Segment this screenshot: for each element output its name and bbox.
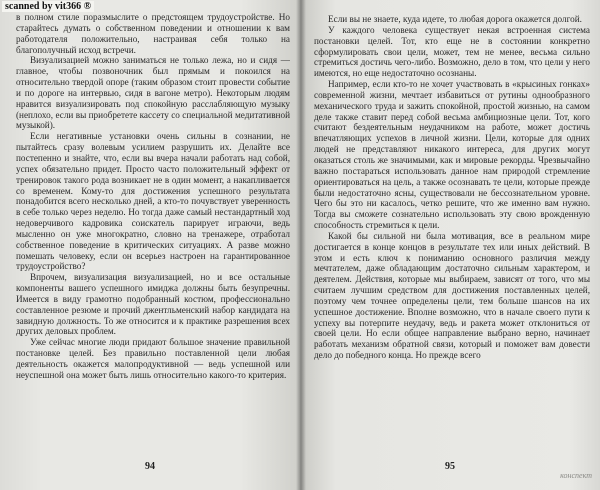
right-page (300, 0, 600, 490)
right-page-text (314, 14, 590, 361)
paragraph: в полном стиле поразмыслите о предстоящем трудоустройстве. Но старайтесь думать о собственном поведении и отношении к вам работодателя положительно, настраивая себя только на благополучный исход встречи. (16, 12, 290, 55)
left-page-text (16, 12, 290, 381)
paragraph: Какой бы сильной ни была мотивация, все в реальном мире достигается в конце концов в результате тех или иных действий. В этом и есть ключ к пониманию основного различия между мечтателем, даже обладающим достаточно сильным характером, и деятелем. Действия, которые мы выбираем, зависят от того, что мы считаем лучшим средством для достижения поставленных целей, поэтому чем точнее определены цели, тем больше шансов на их успешное достижение. Вполне возможно, что в начале своего пути к успеху вы потерпите неудачу, ведь и ракета может отклониться от своей цели. Но если общее направление выбрано верно, начинает работать механизм обратной связи, который и поможет вам довести дело до победного конца. Но прежде всего (314, 230, 590, 361)
paragraph: Впрочем, визуализация визуализацией, но и все остальные компоненты вашего успешного имиджа должны быть безупречны. Имеется в виду грамотно подобранный костюм, профессионально составленное резюме и прочий джентльменский набор кандидата на завидную должность. То же относится и к практике разрешения всех других деловых проблем. (16, 272, 290, 337)
paragraph: Если негативные установки очень сильны в сознании, не пытайтесь сразу волевым усилием разрушить их. Делайте все постепенно и знайте, что, если вы вчера начали работать над собой, успех обязательно придет. Просто часто положительный эффект от тренировок такого рода возникает не в один момент, а накапливается со временем. Кому-то для достижения успешного результата понадобится всего несколько дней, а кто-то почувствует уверенность в себе только через неделю. Но тогда даже самый нестандартный ход недоверчивого кадровика соискатель парирует играючи, ведь мысленно он уже многократно, словно на тренажере, отработал собственное поведение в критических ситуациях. А разве можно помешать человеку, если он всерьез настроен на гарантированное трудоустройство? (16, 131, 290, 272)
paragraph: У каждого человека существует некая встроенная система постановки целей. Тот, кто еще не в состоянии конкретно сформулировать свои цели, может, тем не менее, весьма сильно стремиться достичь чего-либо. Возможно, дело в том, что цели у него имеются, но еще недостаточно осознаны. (314, 24, 590, 79)
paragraph: Например, если кто-то не хочет участвовать в «крысиных гонках» современной жизни, мечтает избавиться от рутины однообразного механического труда и зажить спокойной, простой жизнью, на самом деле также ставит перед собой весьма амбициозные цели. Тот, кого считают бездеятельным неудачником на работе, может достичь впечатляющих успехов в личной жизни. Цели, которые для одних людей не представляют никакого интереса, для других могут оказаться столь же значимыми, как и мировые рекорды. Чрезвычайно важно постараться использовать данное нам природой стремление ориентироваться на цель, а также осознавать те цели, которые прежде были недостаточно ясны, существовали не бессознательном уровне. Чего бы это ни касалось, четко решите, что же именно вам нужно. Тогда вы сможете сознательно использовать эту свою врожденную способность стремиться к цели. (314, 79, 590, 231)
scan-credit: scanned by vit366 ® (2, 1, 94, 12)
faint-stamp: конспект (560, 471, 592, 480)
paragraph: Уже сейчас многие люди придают большое значение правильной постановке целей. Без правильно поставленной цели любая деятельность окажется малопродуктивной — ведь успешной или неуспешной она может быть лишь относительно какого-то критерия. (16, 337, 290, 380)
page-number-left: 94 (145, 461, 155, 472)
paragraph: Визуализацией можно заниматься не только лежа, но и сидя — главное, чтобы позвоночник был прямым и покоился на относительно твердой опоре (таким образом стоит провести событие и по дороге на интервью, сидя в вагоне метро). Некоторым людям нравится визуализировать под спокойную расслабляющую музыку (неплохо, если вы приобретете кассету со специальной медитативной музыкой). (16, 55, 290, 131)
paragraph: Если вы не знаете, куда идете, то любая дорога окажется долгой. (328, 14, 582, 24)
page-number-right: 95 (445, 461, 455, 472)
